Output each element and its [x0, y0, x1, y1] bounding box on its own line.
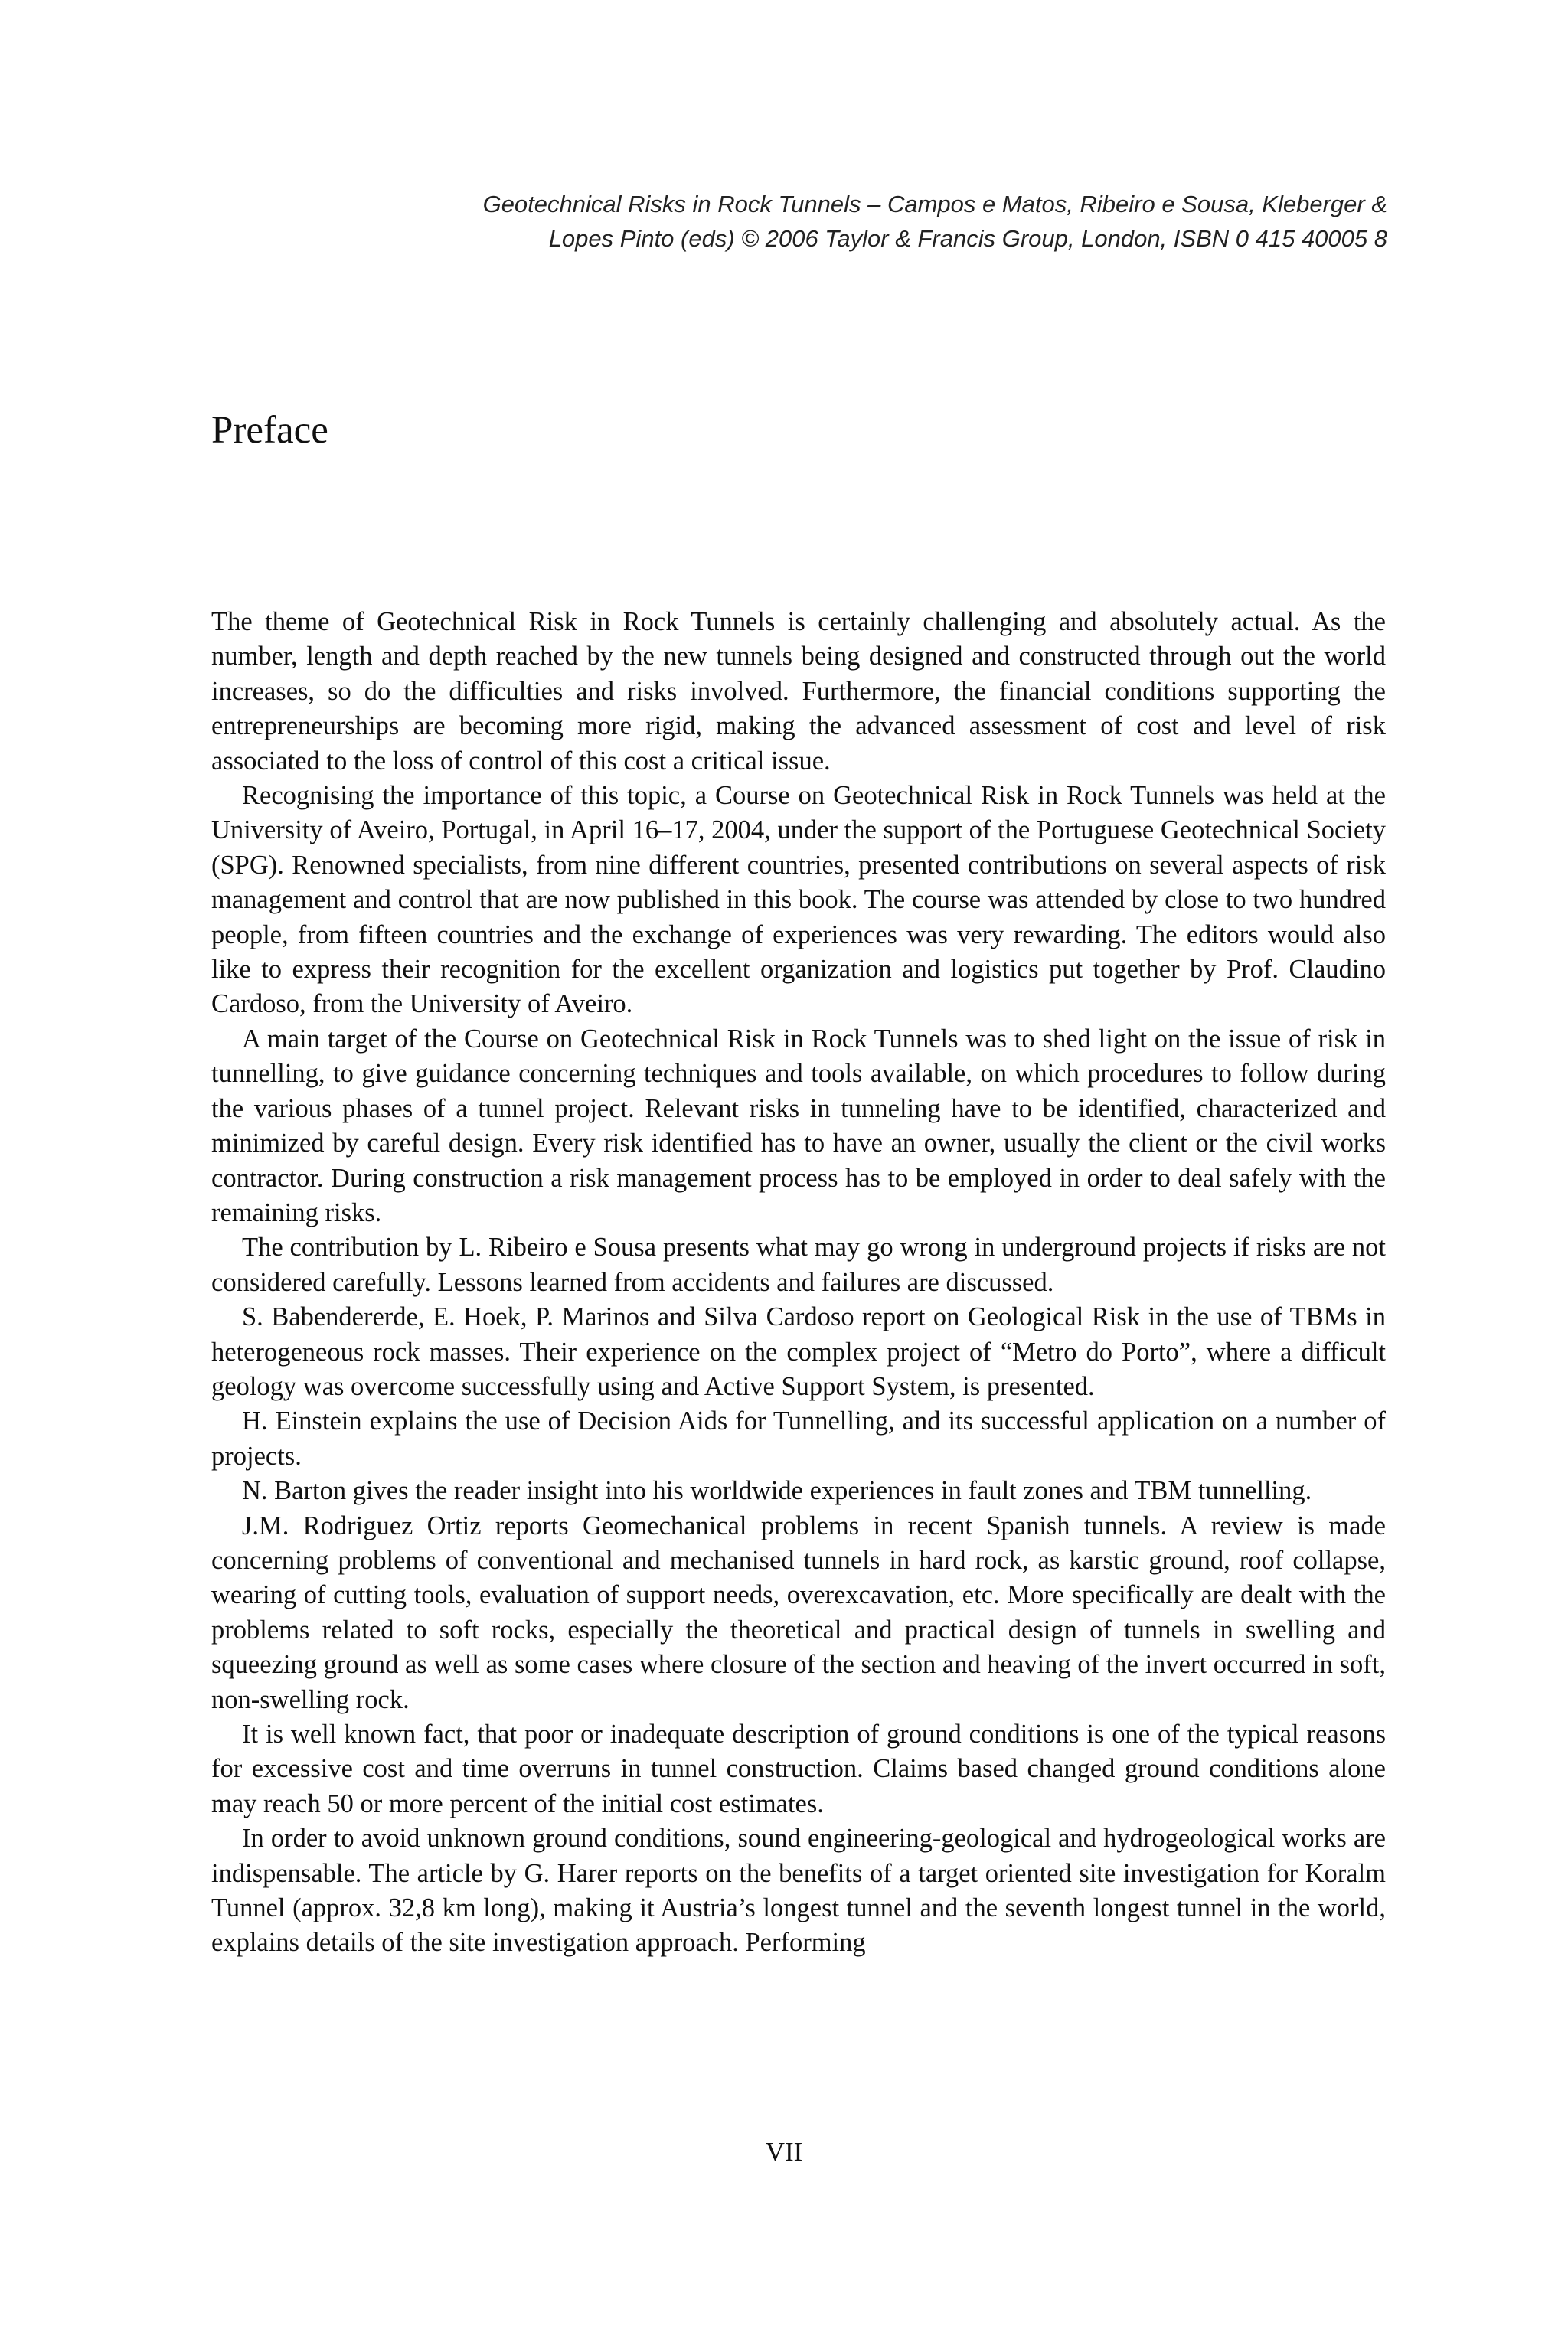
paragraph-4: The contribution by L. Ribeiro e Sousa presents what may go wrong in underground projects if risks are not considered carefully. Lessons learned from accidents and failures are discussed.	[211, 1233, 1386, 1297]
paragraph-8: J.M. Rodriguez Ortiz reports Geomechanical problems in recent Spanish tunnels. A review is made concerning problems of conventional and mechanised tunnels in hard rock, as karstic ground, roof collapse, wearing of cutting tools, evaluation of support needs, overexcavation, etc. More specifically are dealt with the problems related to soft rocks, especially the theoretical and practical design of tunnels in swelling and squeezing ground as well as some cases where closure of the section and heaving of the invert occurred in soft, non-swelling rock.	[211, 1511, 1386, 1714]
citation-line-1: Geotechnical Risks in Rock Tunnels – Campos e Matos, Ribeiro e Sousa, Kleberger &	[482, 191, 1387, 217]
paragraph-5: S. Babendererde, E. Hoek, P. Marinos and Silva Cardoso report on Geological Risk in the use of TBMs in heterogeneous rock masses. Their experience on the complex project of “Metro do Porto”, where a difficult geology was overcome successfully using and Active Support System, is presented.	[211, 1302, 1386, 1401]
paragraph-7: N. Barton gives the reader insight into his worldwide experiences in fault zones and TBM tunnelling.	[242, 1476, 1312, 1506]
paragraph-2: Recognising the importance of this topic, a Course on Geotechnical Risk in Rock Tunnels was held at the University of Aveiro, Portugal, in April 16–17, 2004, under the support of the Portuguese Geotechnical Society (SPG). Renowned specialists, from nine different countries, presented contributions on several aspects of risk management and control that are now published in this book. The course was attended by close to two hundred people, from fifteen countries and the exchange of experiences was very rewarding. The editors would also like to express their recognition for the excellent organization and logistics put together by Prof. Claudino Cardoso, from the University of Aveiro.	[211, 781, 1386, 1019]
preface-body	[211, 605, 1386, 1961]
citation-line-2: Lopes Pinto (eds) © 2006 Taylor & Francis Group, London, ISBN 0 415 40005 8	[548, 225, 1387, 252]
paragraph-10: In order to avoid unknown ground conditions, sound engineering-geological and hydrogeological works are indispensable. The article by G. Harer reports on the benefits of a target oriented site investigation for Koralm Tunnel (approx. 32,8 km long), making it Austria’s longest tunnel and the seventh longest tunnel in the world, explains details of the site investigation approach. Performing	[211, 1824, 1386, 1958]
page-number: VII	[765, 2137, 803, 2167]
paragraph-3: A main target of the Course on Geotechnical Risk in Rock Tunnels was to shed light on the issue of risk in tunnelling, to give guidance concerning techniques and tools available, on which procedures to follow during the various phases of a tunnel project. Relevant risks in tunneling have to be identified, characterized and minimized by careful design. Every risk identified has to have an owner, usually the client or the civil works contractor. During construction a risk management process has to be employed in order to deal safely with the remaining risks.	[211, 1024, 1386, 1227]
citation-header	[239, 187, 1387, 256]
page-title: Preface	[211, 409, 328, 452]
paragraph-1: The theme of Geotechnical Risk in Rock Tunnels is certainly challenging and absolutely actual. As the number, length and depth reached by the new tunnels being designed and constructed through out the world increases, so do the difficulties and risks involved. Furthermore, the financial conditions supporting the entrepreneurships are becoming more rigid, making the advanced assessment of cost and level of risk associated to the loss of control of this cost a critical issue.	[211, 607, 1386, 776]
paragraph-9: It is well known fact, that poor or inadequate description of ground conditions is one of the typical reasons for excessive cost and time overruns in tunnel construction. Claims based changed ground conditions alone may reach 50 or more percent of the initial cost estimates.	[211, 1720, 1386, 1818]
paragraph-6: H. Einstein explains the use of Decision Aids for Tunnelling, and its successful application on a number of projects.	[211, 1406, 1386, 1471]
